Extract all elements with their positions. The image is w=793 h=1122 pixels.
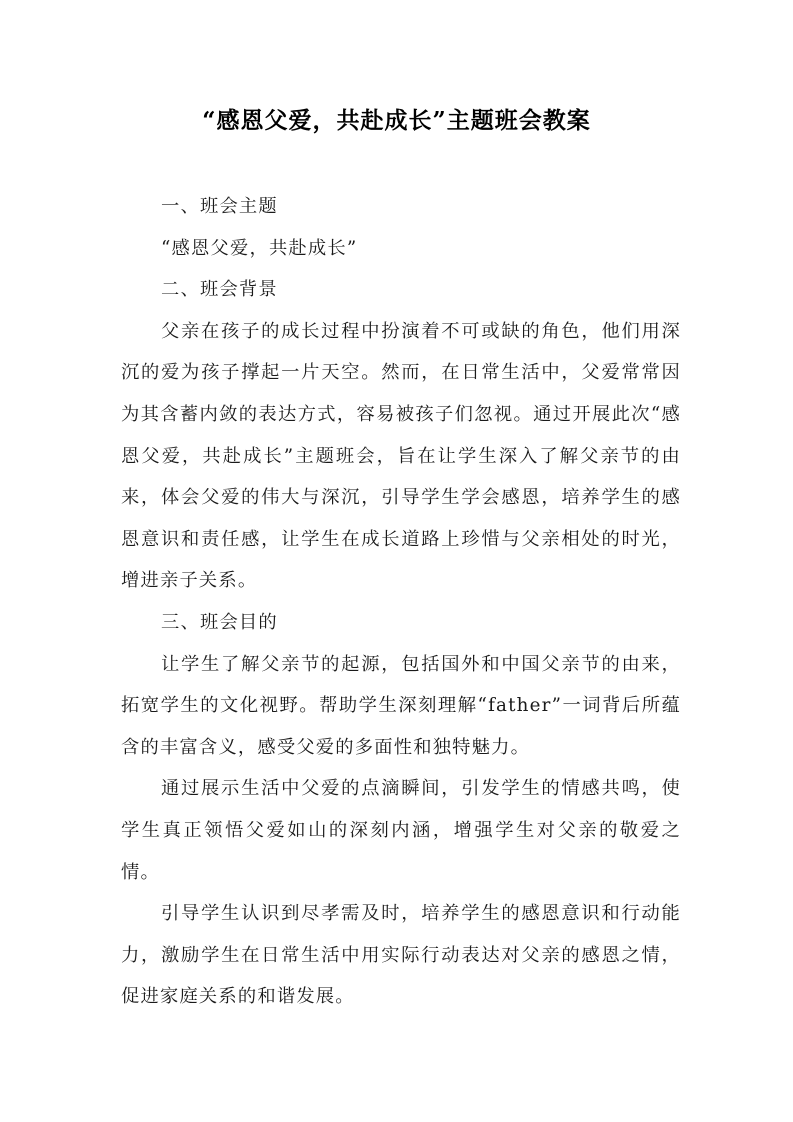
heading-purpose: 三、班会目的 [161, 611, 278, 633]
heading-background: 二、班会背景 [161, 279, 278, 301]
heading-theme: 一、班会主题 [161, 196, 278, 217]
document-title: “感恩父爱，共赴成长”主题班会教案 [202, 107, 591, 134]
purpose-paragraph-1: 让学生了解父亲节的起源，包括国外和中国父亲节的由来，拓宽学生的文化视野。帮助学生深刻理解“father”一词背后所蕴含的丰富含义，感受父爱的多面性和独特魅力。 [121, 653, 681, 758]
document-body [121, 186, 681, 1018]
background-paragraph: 父亲在孩子的成长过程中扮演着不可或缺的角色，他们用深沉的爱为孩子撑起一片天空。然而，在日常生活中，父爱常常因为其含蓄内敛的表达方式，容易被孩子们忽视。通过开展此次“感恩父爱，共赴成长”主题班会，旨在让学生深入了解父亲节的由来，体会父爱的伟大与深沉，引导学生学会感恩，培养学生的感恩意识和责任感，让学生在成长道路上珍惜与父亲相处的时光，增进亲子关系。 [121, 320, 681, 592]
purpose-paragraph-3: 引导学生认识到尽孝需及时，培养学生的感恩意识和行动能力，激励学生在日常生活中用实际行动表达对父亲的感恩之情，促进家庭关系的和谐发展。 [121, 903, 681, 1008]
purpose-paragraph-2: 通过展示生活中父爱的点滴瞬间，引发学生的情感共鸣，使学生真正领悟父爱如山的深刻内涵，增强学生对父亲的敬爱之情。 [121, 778, 681, 883]
theme-text: “感恩父爱，共赴成长” [161, 237, 358, 259]
